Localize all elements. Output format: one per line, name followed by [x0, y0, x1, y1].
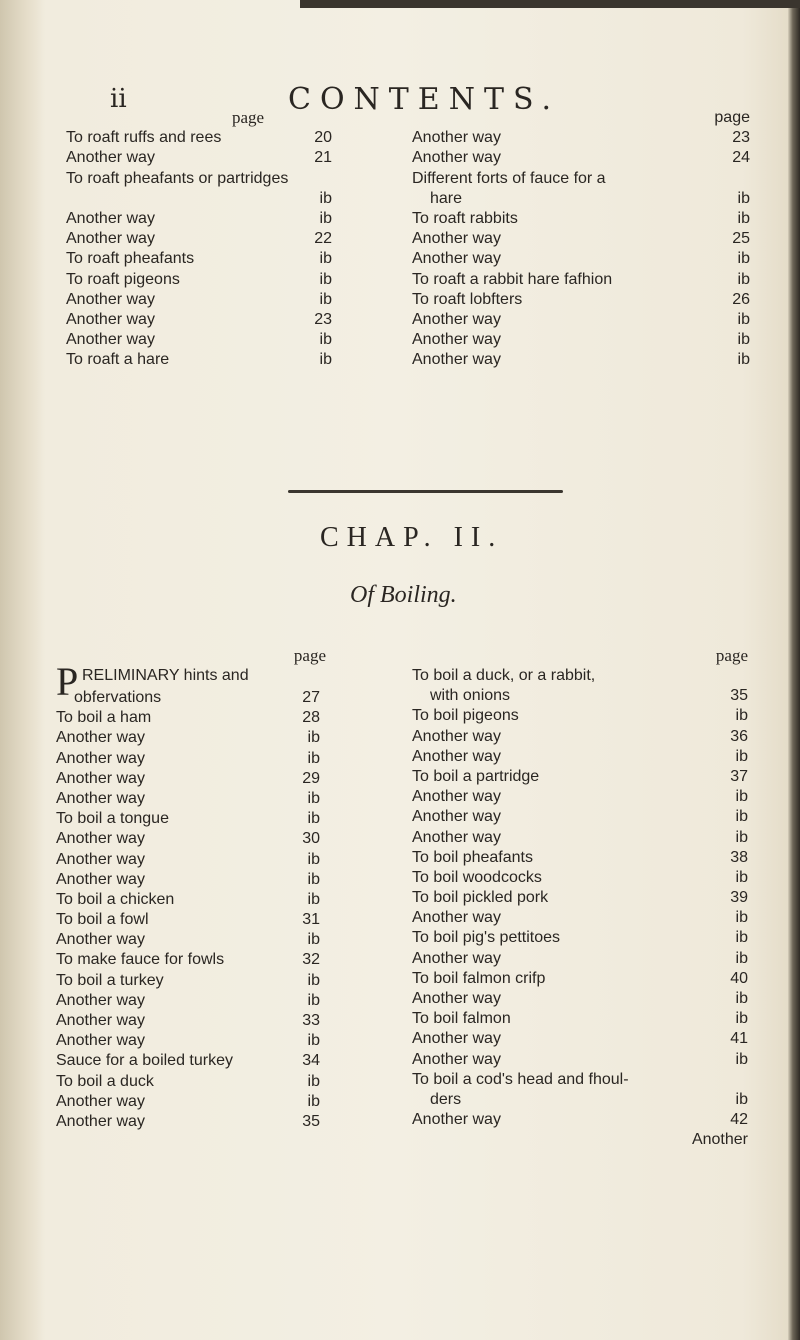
toc-entry-page: 35: [730, 687, 748, 705]
binding-shadow: [0, 0, 44, 1340]
toc-entry-title: Another way: [56, 850, 145, 868]
toc-entry-page: ib: [737, 189, 750, 207]
toc-entry-page: ib: [735, 929, 748, 947]
toc-entry: [56, 1072, 350, 1092]
toc-entry-title: Another way: [66, 290, 155, 308]
toc-entry: [412, 1070, 748, 1090]
toc-entry-title: Another way: [412, 351, 501, 369]
toc-entry-title: Another way: [412, 990, 501, 1007]
toc-entry-title: Another way: [66, 209, 155, 227]
toc-entry-page: 32: [302, 951, 320, 969]
toc-entry-title: Another way: [412, 828, 501, 846]
toc-entry: [412, 928, 748, 948]
toc-entry: [56, 769, 350, 789]
toc-entry-title: To roaft pheafants or partridges: [66, 169, 289, 187]
toc-entry-title: To boil pig's pettitoes: [412, 929, 561, 947]
toc-entry: [56, 1011, 350, 1031]
bottom-left-column: [56, 646, 350, 1132]
toc-entry-page: 23: [314, 310, 332, 328]
toc-entry-page: ib: [319, 209, 332, 227]
toc-entry-title: To boil falmon crifp: [412, 969, 546, 987]
toc-entry: [56, 789, 350, 809]
toc-entry-page: 27: [302, 689, 320, 706]
toc-entry-page: ib: [737, 310, 750, 328]
toc-entry: [412, 888, 748, 908]
toc-entry: [412, 868, 748, 888]
toc-entry: [412, 209, 750, 229]
toc-entry-page: ib: [735, 828, 748, 846]
toc-entry-title: Another way: [56, 1112, 145, 1130]
toc-entry-page: 42: [730, 1111, 748, 1129]
toc-entry-page: ib: [737, 351, 750, 369]
toc-entry: [56, 688, 350, 708]
toc-entry: [412, 1009, 748, 1029]
toc-entry-title: To boil a chicken: [56, 890, 175, 908]
toc-entry-page: ib: [307, 1092, 320, 1110]
bottom-right-entries: [412, 666, 748, 1130]
top-border: [300, 0, 800, 8]
toc-entry: [56, 749, 350, 769]
toc-entry-title: Another way: [412, 1050, 501, 1068]
page-number: ii: [110, 84, 127, 114]
toc-entry-title: Another way: [412, 727, 501, 745]
toc-entry-page: 24: [732, 149, 750, 167]
toc-entry: [412, 1029, 748, 1049]
toc-entry-page: ib: [737, 250, 750, 268]
toc-entry: [56, 971, 350, 991]
toc-entry-page: ib: [307, 870, 320, 888]
toc-entry-page: ib: [737, 270, 750, 288]
toc-entry: [412, 108, 750, 128]
toc-entry-title: Another way: [56, 931, 145, 949]
toc-entry-page: 41: [730, 1030, 748, 1048]
toc-entry-page: ib: [307, 729, 320, 747]
toc-entry-page: ib: [735, 868, 748, 886]
toc-entry: [56, 728, 350, 748]
toc-entry-title: hare: [430, 189, 463, 207]
toc-entry-title: To roaft pigeons: [66, 270, 180, 288]
toc-entry: [412, 148, 750, 168]
toc-entry-title: Another way: [412, 1030, 501, 1048]
toc-entry: [66, 189, 358, 209]
toc-entry-title: Another way: [412, 949, 501, 967]
toc-entry-title: To boil a ham: [56, 709, 152, 727]
toc-entry-page: 25: [732, 230, 750, 248]
toc-entry-title: To boil a tongue: [56, 810, 169, 828]
toc-entry-title: To roaft rabbits: [412, 209, 518, 227]
page-label: page: [293, 646, 326, 665]
toc-entry-title: To boil a fowl: [56, 911, 149, 929]
toc-entry-title: Another way: [412, 230, 501, 248]
toc-entry-title: To roaft a hare: [66, 351, 170, 369]
toc-entry-page: 34: [302, 1052, 320, 1070]
toc-entry-title: Another way: [56, 1032, 145, 1050]
toc-entry-page: ib: [319, 189, 332, 207]
toc-entry-title: To roaft a rabbit hare fafhion: [412, 270, 613, 288]
toc-entry-page: 29: [302, 769, 320, 787]
toc-entry: [66, 290, 358, 310]
toc-entry-page: ib: [319, 250, 332, 268]
page-edge: [788, 0, 800, 1340]
top-right-column: [412, 108, 750, 370]
toc-entry-page: 28: [302, 709, 320, 727]
toc-entry: [412, 787, 748, 807]
toc-entry: [412, 666, 748, 686]
toc-entry: [412, 686, 748, 706]
toc-entry-title: Another way: [412, 909, 501, 927]
toc-entry: [56, 950, 350, 970]
toc-entry-page: ib: [735, 909, 748, 927]
toc-entry: [412, 128, 750, 148]
toc-entry-page: ib: [307, 1072, 320, 1090]
toc-entry: [412, 969, 748, 989]
toc-entry: [412, 807, 748, 827]
toc-entry-title: To boil falmon: [412, 1010, 511, 1028]
toc-entry-page: ib: [319, 290, 332, 308]
toc-entry-title: Another way: [412, 250, 501, 268]
toc-entry: [412, 1090, 748, 1110]
toc-entry: [66, 310, 358, 330]
toc-entry-title: Sauce for a boiled turkey: [56, 1052, 233, 1070]
toc-entry-title: obfervations: [74, 689, 162, 706]
toc-entry: [412, 908, 748, 928]
toc-entry-page: 30: [302, 830, 320, 848]
toc-entry: [66, 350, 358, 370]
toc-entry: [412, 747, 748, 767]
toc-entry-page: 35: [302, 1112, 320, 1130]
toc-entry: [412, 229, 750, 249]
toc-entry-title: To boil pheafants: [412, 848, 533, 866]
toc-entry-title: To make fauce for fowls: [56, 951, 225, 969]
toc-entry-page: ib: [735, 707, 748, 725]
chapter-subtitle: Of Boiling.: [350, 582, 457, 608]
toc-entry-title: To roaft lobfters: [412, 290, 523, 308]
toc-entry-title: Different forts of fauce for a: [412, 169, 606, 187]
toc-entry-page: ib: [737, 331, 750, 349]
toc-entry-title: Another way: [412, 1111, 501, 1129]
toc-entry: [56, 930, 350, 950]
toc-entry-page: ib: [735, 1090, 748, 1108]
toc-entry-title: Another way: [56, 991, 145, 1009]
toc-entry: [56, 1112, 350, 1132]
toc-entry: [412, 169, 750, 189]
bottom-left-entries: [56, 688, 350, 1132]
toc-entry: [66, 229, 358, 249]
drop-cap: P: [56, 659, 79, 704]
toc-entry: [412, 350, 750, 370]
toc-entry-title: To boil a partridge: [412, 767, 540, 785]
toc-entry: [56, 1031, 350, 1051]
toc-entry: [66, 128, 358, 148]
toc-entry-title: Another way: [412, 149, 501, 167]
toc-entry-title: Another way: [56, 1012, 145, 1029]
toc-entry-title: Another way: [66, 230, 155, 248]
toc-entry-page: 39: [730, 889, 748, 907]
catchword: Another: [691, 1131, 748, 1149]
toc-entry-page: 36: [730, 727, 748, 745]
bottom-right-column: [412, 646, 748, 1151]
toc-entry-title: To boil a duck: [56, 1072, 154, 1090]
toc-entry-page: ib: [735, 808, 748, 826]
toc-entry: [412, 848, 748, 868]
toc-entry-title: Another way: [412, 129, 501, 147]
toc-entry-title: Another way: [56, 789, 145, 807]
toc-entry-page: ib: [735, 788, 748, 806]
toc-entry-page: ib: [319, 331, 332, 349]
toc-entry-title: Another way: [412, 310, 501, 328]
toc-entry-page: ib: [307, 931, 320, 949]
toc-entry-page: ib: [307, 810, 320, 828]
toc-entry-title: To boil pickled pork: [412, 889, 549, 907]
toc-entry: [66, 330, 358, 350]
page-title: CONTENTS.: [288, 82, 560, 117]
toc-entry-page: ib: [735, 1010, 748, 1028]
toc-entry: [56, 870, 350, 890]
toc-entry-title: RELIMINARY hints and: [82, 667, 249, 684]
toc-entry-title: To boil a turkey: [56, 971, 164, 989]
toc-entry-title: Another way: [66, 331, 155, 349]
toc-entry-page: ib: [735, 1050, 748, 1068]
toc-entry-title: Another way: [56, 769, 145, 787]
toc-entry: [56, 708, 350, 728]
toc-entry: [56, 1092, 350, 1112]
toc-entry-page: 33: [302, 1012, 320, 1029]
toc-entry: [412, 767, 748, 787]
toc-entry: [412, 270, 750, 290]
toc-entry-title: Another way: [56, 870, 145, 888]
toc-entry-page: ib: [737, 209, 750, 227]
toc-entry-page: 21: [314, 149, 332, 167]
toc-entry-title: Another way: [66, 149, 155, 167]
toc-entry-title: Another way: [56, 830, 145, 848]
toc-entry: [412, 706, 748, 726]
toc-entry-page: page: [714, 109, 750, 126]
toc-entry-page: ib: [307, 789, 320, 807]
toc-entry-page: ib: [735, 747, 748, 765]
toc-entry: [56, 850, 350, 870]
section-divider: [288, 490, 563, 493]
toc-entry-page: 40: [730, 969, 748, 987]
toc-entry-title: To boil a duck, or a rabbit,: [412, 667, 596, 684]
toc-entry: [412, 1050, 748, 1070]
toc-entry-title: To boil woodcocks: [412, 868, 542, 886]
toc-entry-page: ib: [307, 1032, 320, 1050]
toc-entry-title: Another way: [66, 310, 155, 328]
toc-entry-title: with onions: [430, 687, 511, 705]
toc-entry-page: 26: [732, 290, 750, 308]
toc-entry: [412, 189, 750, 209]
toc-entry-page: 37: [730, 767, 748, 785]
toc-entry-title: To boil pigeons: [412, 707, 519, 725]
toc-entry: [56, 809, 350, 829]
toc-entry: [66, 209, 358, 229]
toc-entry-title: Another way: [56, 749, 145, 767]
toc-entry-page: ib: [307, 991, 320, 1009]
toc-entry: [56, 1051, 350, 1071]
toc-entry-title: To roaft ruffs and rees: [66, 129, 222, 147]
toc-entry-title: Another way: [412, 788, 501, 806]
toc-entry-page: ib: [735, 990, 748, 1007]
toc-entry: [66, 270, 358, 290]
chapter-title: CHAP. II.: [320, 522, 504, 553]
toc-entry-page: ib: [319, 270, 332, 288]
toc-entry-page: 38: [730, 848, 748, 866]
toc-entry: [56, 910, 350, 930]
toc-entry: [66, 148, 358, 168]
toc-entry: [56, 829, 350, 849]
toc-entry: [412, 330, 750, 350]
toc-entry-title: Another way: [412, 331, 501, 349]
toc-entry: [412, 828, 748, 848]
toc-entry: [412, 1110, 748, 1130]
toc-entry: [56, 890, 350, 910]
toc-entry: [56, 991, 350, 1011]
toc-entry-title: page: [232, 108, 265, 127]
toc-entry: [412, 290, 750, 310]
toc-entry-page: ib: [307, 749, 320, 767]
toc-entry-title: Another way: [412, 808, 501, 826]
toc-entry-page: 31: [302, 911, 320, 929]
toc-entry: [412, 949, 748, 969]
toc-entry: [66, 249, 358, 269]
top-left-column: [66, 108, 358, 370]
page-label-row: [66, 108, 358, 128]
toc-entry-page: ib: [307, 971, 320, 989]
toc-entry-title: To roaft pheafants: [66, 250, 195, 268]
toc-entry-title: Another way: [56, 729, 145, 747]
toc-entry-page: 23: [732, 129, 750, 147]
toc-entry-page: ib: [307, 890, 320, 908]
toc-entry-page: 22: [314, 230, 332, 248]
toc-entry: [412, 989, 748, 1009]
toc-entry-page: 20: [314, 129, 332, 147]
toc-entry-title: Another way: [56, 1092, 145, 1110]
toc-entry: [412, 310, 750, 330]
toc-entry-title: To boil a cod's head and fhoul-: [412, 1070, 629, 1088]
toc-entry-page: ib: [307, 850, 320, 868]
toc-entry: [412, 727, 748, 747]
toc-entry: [66, 169, 358, 189]
toc-entry-title: Another way: [412, 747, 501, 765]
page-label: page: [715, 646, 748, 665]
toc-entry: [412, 249, 750, 269]
toc-entry-page: ib: [319, 351, 332, 369]
toc-entry-page: ib: [735, 949, 748, 967]
toc-entry-title: ders: [430, 1090, 462, 1108]
